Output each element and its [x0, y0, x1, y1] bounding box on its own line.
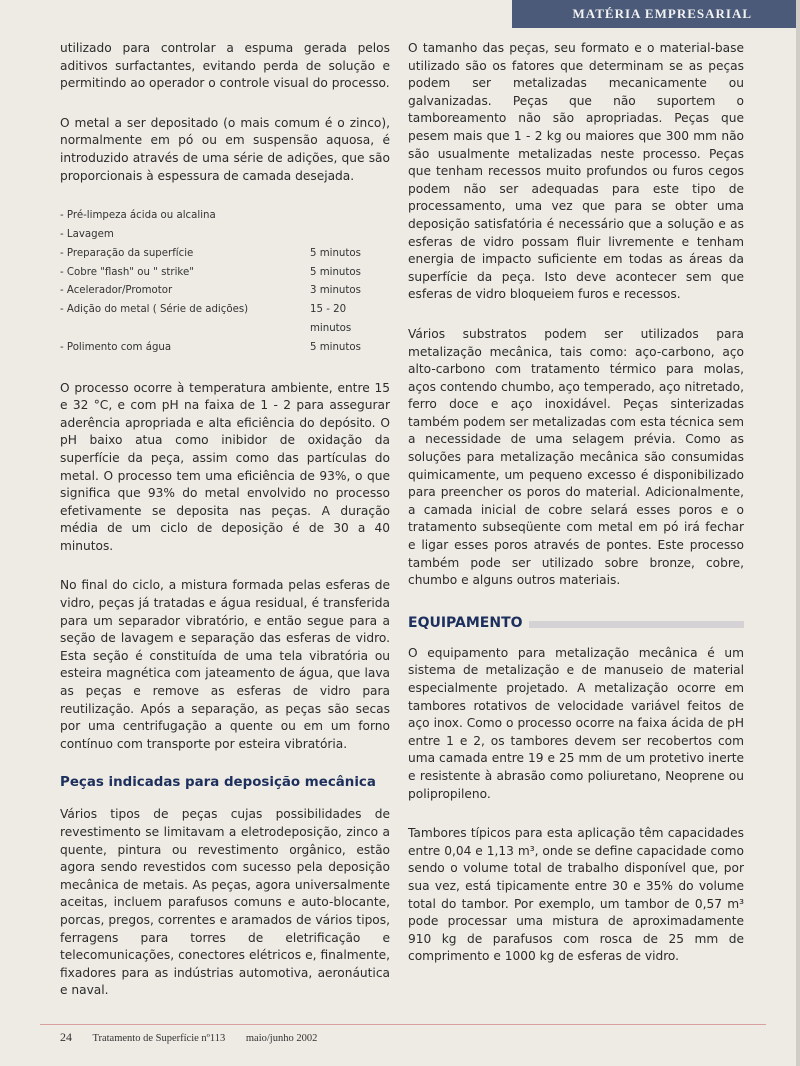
left-column [60, 40, 390, 1022]
process-step [60, 264, 390, 283]
step-duration: 5 minutos [310, 341, 361, 353]
page-number: 24 [60, 1030, 72, 1044]
page-footer [60, 1030, 317, 1045]
footer-rule [40, 1024, 766, 1025]
step-label: - Lavagem [60, 228, 114, 240]
step-duration: 3 minutos [310, 285, 361, 297]
section-heading: EQUIPAMENTO [408, 615, 529, 631]
step-label: - Preparação da superfície [60, 247, 194, 259]
step-label: - Acelerador/Promotor [60, 285, 173, 297]
section-title: MATÉRIA EMPRESARIAL [572, 6, 752, 21]
process-step [60, 301, 390, 339]
section-heading-block [408, 612, 744, 631]
process-step [60, 339, 390, 358]
step-duration: 5 minutos [310, 266, 361, 278]
left-paragraph-3: O processo ocorre à temperatura ambiente, entre 15 e 32 °C, e com pH na faixa de 1 - 2 para assegurar aderência apropriada e alta eficiência do depósito. O pH baixo atua como inibidor de oxidação da superfície da peça, assim como das partículas do metal. O processo tem uma eficiência de 93%, o que significa que 93% do metal envolvido no processo efetivamente se deposita nas peças. A duração média de um ciclo de deposição é de 30 a 40 minutos. [60, 380, 390, 553]
process-steps-list [60, 207, 390, 357]
step-duration: 15 - 20 minutos [310, 304, 352, 334]
process-step [60, 282, 390, 301]
right-paragraph-1: O tamanho das peças, seu formato e o material-base utilizado são os fatores que determinam se as peças podem ser metalizadas mecanicamente ou galvanizadas. Peças que não suportem o tamboreamento não são apropriadas. Peças que pesem mais que 1 - 2 kg ou maiores que 300 mm não são usualmente metalizadas neste processo. Peças que tenham recessos muito profundos ou furos cegos podem não ser adequadas para este tipo de processamento, uma vez que para se obter uma deposição satisfatória é necessário que a solução e as esferas de vidro possam fluir livremente e tenham energia de impacto suficiente em todas as áreas da superfície da peça. Isto deve acontecer sem que esferas de vidro bloqueiem furos e recessos. [408, 41, 744, 302]
process-step [60, 207, 390, 226]
page-edge [796, 0, 800, 1066]
process-step [60, 226, 390, 245]
left-paragraph-2: O metal a ser depositado (o mais comum é o zinco), normalmente em pó ou em suspensão aquosa, é introduzido através de uma série de adições, que são proporcionais à espessura de camada desejada. [60, 115, 390, 183]
step-duration [310, 226, 390, 245]
right-column [408, 40, 744, 988]
step-duration [310, 207, 390, 226]
step-label: - Adição do metal ( Série de adições) [60, 304, 249, 316]
right-paragraph-2: Vários substratos podem ser utilizados para metalização mecânica, tais como: aço-carbono, aço alto-carbono com tratamento térmico para molas, aços contendo chumbo, aço temperado, aço nitretado, ferro doce e aço inoxidável. Peças sinterizadas também podem ser metalizadas com esta técnica sem a necessidade de uma selagem prévia. Como as soluções para metalização mecânica são consumidas quimicamente, um pequeno excesso é disponibilizado para preencher os poros do material. Adicionalmente, a camada inicial de cobre selará esses poros e o tratamento subseqüente com metal em pó irá fechar e ligar esses poros através de pontes. Este processo também pode ser utilizado sobre bronze, cobre, chumbo e alguns outros materiais. [408, 326, 744, 588]
left-paragraph-5: Vários tipos de peças cujas possibilidades de revestimento se limitavam a eletrodeposição, zinco a quente, pintura ou revestimento orgânico, estão agora sendo revestidos com sucesso pela deposição mecânica de metais. As peças, agora universalmente aceitas, incluem parafusos comuns e auto-blocante, porcas, pregos, correntes e aramados de vários tipos, ferragens para torres de eletrificação e telecomunicações, conectores elétricos e, finalmente, fixadores para as indústrias automotiva, aeronáutica e naval. [60, 807, 390, 998]
left-paragraph-4: No final do ciclo, a mistura formada pelas esferas de vidro, peças já tratadas e água residual, é transferida para um separador vibratório, e então segue para a seção de lavagem e separação das esferas de vidro. Esta seção é constituída de uma tela vibratória ou esteira magnética com jateamento de água, que lava as peças e remove as esferas de vidro para reutilização. Após a separação, as peças são secas por uma centrifugação a quente ou em um forno contínuo com transporte por esteira vibratória. [60, 578, 390, 751]
right-paragraph-4: Tambores típicos para esta aplicação têm capacidades entre 0,04 e 1,13 m³, onde se define capacidade como sendo o volume total de trabalho disponível que, por sua vez, está tipicamente entre 30 e 35% do volume total do tambor. Por exemplo, um tambor de 0,57 m³ pode processar uma mistura de aproximadamente 910 kg de parafusos com rosca de 25 mm de comprimento e 1000 kg de esferas de vidro. [408, 826, 744, 964]
step-label: - Polimento com água [60, 341, 172, 353]
step-label: - Pré-limpeza ácida ou alcalina [60, 210, 216, 222]
left-paragraph-1: utilizado para controlar a espuma gerada pelos aditivos surfactantes, evitando perda de solução e permitindo ao operador o controle visual do processo. [60, 41, 390, 91]
magazine-title: Tratamento de Superfície nº113 [92, 1033, 226, 1044]
step-label: - Cobre "flash" ou " strike" [60, 266, 194, 278]
right-paragraph-3: O equipamento para metalização mecânica é um sistema de metalização e de manuseio de material especialmente projetado. A metalização ocorre em tambores rotativos de velocidade variável feitos de aço inox. Como o processo ocorre na faixa ácida de pH entre 1 e 2, os tambores devem ser recobertos com uma camada entre 19 e 25 mm de um protetivo inerte e resistente à abrasão como poliuretano, Neoprene ou polipropileno. [408, 645, 744, 801]
section-header-bar [512, 0, 800, 28]
process-step [60, 245, 390, 264]
issue-date: maio/junho 2002 [245, 1033, 318, 1044]
step-duration: 5 minutos [310, 247, 361, 259]
subheading: Peças indicadas para deposição mecânica [60, 775, 376, 791]
